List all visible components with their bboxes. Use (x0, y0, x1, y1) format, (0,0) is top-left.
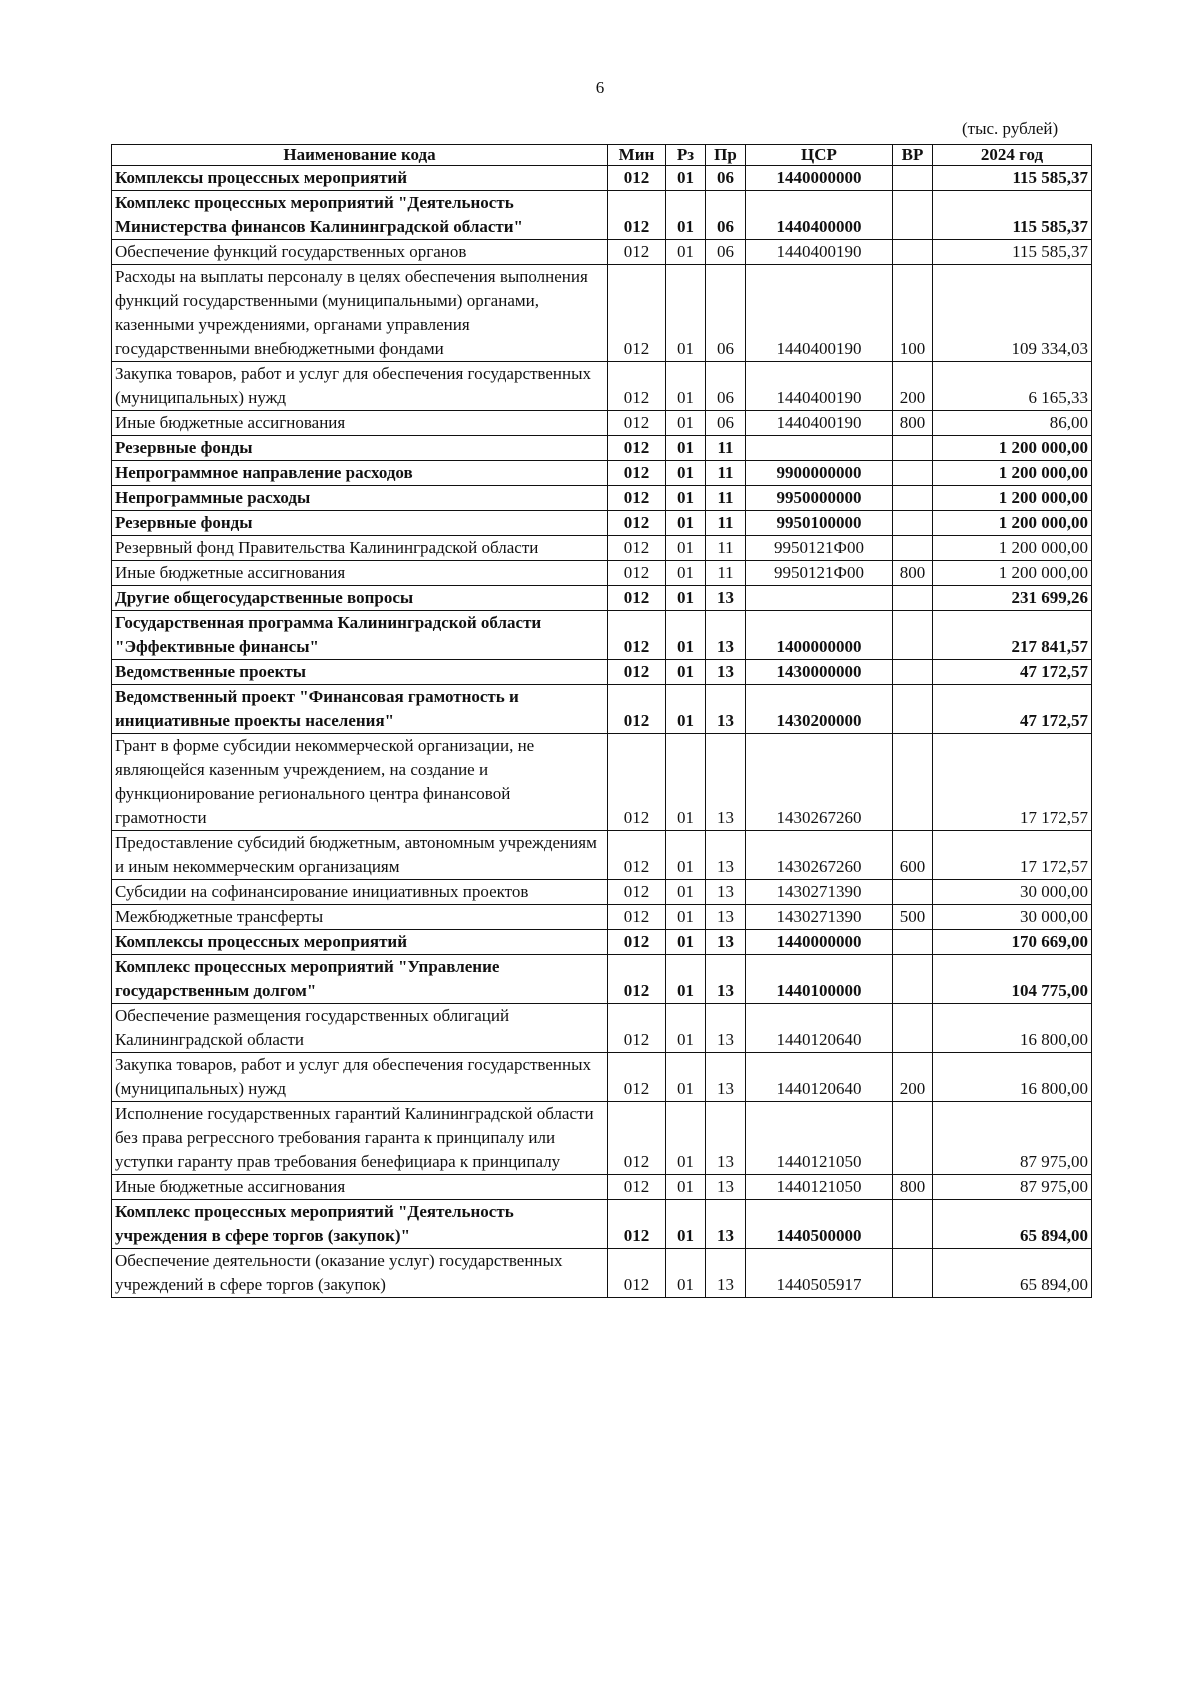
cell-pr: 13 (706, 685, 746, 734)
cell-csr: 1440500000 (746, 1200, 893, 1249)
cell-name: Резервный фонд Правительства Калининградской области (112, 536, 608, 561)
units-label: (тыс. рублей) (962, 119, 1059, 138)
cell-csr: 9900000000 (746, 461, 893, 486)
cell-amount: 47 172,57 (933, 685, 1092, 734)
cell-min: 012 (608, 536, 666, 561)
cell-amount: 1 200 000,00 (933, 511, 1092, 536)
cell-name: Иные бюджетные ассигнования (112, 1175, 608, 1200)
cell-min: 012 (608, 586, 666, 611)
cell-csr: 1430200000 (746, 685, 893, 734)
cell-amount: 6 165,33 (933, 362, 1092, 411)
cell-min: 012 (608, 1200, 666, 1249)
cell-vr (893, 240, 933, 265)
cell-vr (893, 930, 933, 955)
cell-pr: 13 (706, 930, 746, 955)
cell-name: Ведомственные проекты (112, 660, 608, 685)
cell-name: Предоставление субсидий бюджетным, автономным учреждениям и иным некоммерческим организациям (112, 831, 608, 880)
cell-name: Иные бюджетные ассигнования (112, 561, 608, 586)
cell-pr: 06 (706, 191, 746, 240)
cell-min: 012 (608, 685, 666, 734)
cell-amount: 65 894,00 (933, 1200, 1092, 1249)
table-row (112, 1175, 1092, 1200)
cell-amount: 65 894,00 (933, 1249, 1092, 1298)
cell-name: Субсидии на софинансирование инициативных проектов (112, 880, 608, 905)
cell-amount: 109 334,03 (933, 265, 1092, 362)
cell-rz: 01 (666, 561, 706, 586)
cell-rz: 01 (666, 166, 706, 191)
page-number: 6 (595, 78, 605, 97)
cell-pr: 11 (706, 561, 746, 586)
table-row (112, 362, 1092, 411)
cell-amount: 115 585,37 (933, 166, 1092, 191)
cell-name: Непрограммное направление расходов (112, 461, 608, 486)
cell-csr: 1430267260 (746, 734, 893, 831)
table-row (112, 1200, 1092, 1249)
cell-rz: 01 (666, 191, 706, 240)
cell-amount: 16 800,00 (933, 1004, 1092, 1053)
cell-pr: 13 (706, 1053, 746, 1102)
cell-pr: 13 (706, 1175, 746, 1200)
header-pr: Пр (706, 145, 746, 166)
cell-csr: 1440121050 (746, 1102, 893, 1175)
cell-amount: 115 585,37 (933, 240, 1092, 265)
cell-pr: 06 (706, 240, 746, 265)
cell-rz: 01 (666, 930, 706, 955)
cell-name: Межбюджетные трансферты (112, 905, 608, 930)
cell-csr: 9950121Ф00 (746, 536, 893, 561)
cell-min: 012 (608, 1004, 666, 1053)
cell-rz: 01 (666, 685, 706, 734)
cell-name: Иные бюджетные ассигнования (112, 411, 608, 436)
table-row (112, 1249, 1092, 1298)
cell-amount: 1 200 000,00 (933, 561, 1092, 586)
cell-vr: 800 (893, 411, 933, 436)
table-row (112, 905, 1092, 930)
cell-rz: 01 (666, 611, 706, 660)
cell-amount: 87 975,00 (933, 1102, 1092, 1175)
cell-rz: 01 (666, 734, 706, 831)
cell-csr: 1440000000 (746, 930, 893, 955)
header-amount: 2024 год (933, 145, 1092, 166)
cell-pr: 11 (706, 461, 746, 486)
cell-min: 012 (608, 905, 666, 930)
table-row (112, 265, 1092, 362)
cell-vr (893, 734, 933, 831)
cell-amount: 104 775,00 (933, 955, 1092, 1004)
table-row (112, 660, 1092, 685)
cell-csr: 1430000000 (746, 660, 893, 685)
cell-rz: 01 (666, 511, 706, 536)
cell-min: 012 (608, 511, 666, 536)
cell-rz: 01 (666, 461, 706, 486)
cell-min: 012 (608, 1249, 666, 1298)
table-row (112, 831, 1092, 880)
cell-name: Резервные фонды (112, 436, 608, 461)
cell-rz: 01 (666, 1175, 706, 1200)
cell-vr: 800 (893, 561, 933, 586)
cell-pr: 06 (706, 265, 746, 362)
cell-amount: 30 000,00 (933, 905, 1092, 930)
table-row (112, 486, 1092, 511)
cell-rz: 01 (666, 411, 706, 436)
cell-vr (893, 166, 933, 191)
cell-min: 012 (608, 831, 666, 880)
cell-vr: 100 (893, 265, 933, 362)
table-row (112, 1102, 1092, 1175)
cell-min: 012 (608, 362, 666, 411)
cell-min: 012 (608, 611, 666, 660)
cell-min: 012 (608, 436, 666, 461)
cell-vr (893, 1200, 933, 1249)
cell-csr: 1440000000 (746, 166, 893, 191)
cell-vr: 500 (893, 905, 933, 930)
cell-csr (746, 436, 893, 461)
cell-vr (893, 611, 933, 660)
cell-rz: 01 (666, 1053, 706, 1102)
cell-vr (893, 1004, 933, 1053)
table-row (112, 561, 1092, 586)
cell-min: 012 (608, 955, 666, 1004)
cell-amount: 1 200 000,00 (933, 436, 1092, 461)
cell-rz: 01 (666, 905, 706, 930)
cell-csr: 1440400190 (746, 411, 893, 436)
cell-amount: 231 699,26 (933, 586, 1092, 611)
cell-vr (893, 511, 933, 536)
budget-table (111, 144, 1092, 1298)
cell-name: Непрограммные расходы (112, 486, 608, 511)
cell-amount: 87 975,00 (933, 1175, 1092, 1200)
cell-csr: 1440400190 (746, 362, 893, 411)
cell-pr: 13 (706, 955, 746, 1004)
cell-rz: 01 (666, 660, 706, 685)
cell-csr: 1440120640 (746, 1004, 893, 1053)
cell-min: 012 (608, 486, 666, 511)
cell-pr: 11 (706, 486, 746, 511)
cell-amount: 217 841,57 (933, 611, 1092, 660)
cell-name: Исполнение государственных гарантий Калининградской области без права регрессного требования гаранта к принципалу или уступки гаранту прав требования бенефициара к принципалу (112, 1102, 608, 1175)
cell-name: Обеспечение функций государственных органов (112, 240, 608, 265)
cell-pr: 11 (706, 511, 746, 536)
cell-amount: 1 200 000,00 (933, 486, 1092, 511)
cell-min: 012 (608, 1053, 666, 1102)
table-row (112, 611, 1092, 660)
cell-pr: 13 (706, 831, 746, 880)
cell-rz: 01 (666, 831, 706, 880)
cell-pr: 13 (706, 660, 746, 685)
cell-csr: 1430267260 (746, 831, 893, 880)
cell-min: 012 (608, 930, 666, 955)
cell-rz: 01 (666, 586, 706, 611)
cell-name: Другие общегосударственные вопросы (112, 586, 608, 611)
cell-vr: 200 (893, 362, 933, 411)
cell-min: 012 (608, 1102, 666, 1175)
cell-rz: 01 (666, 436, 706, 461)
cell-amount: 30 000,00 (933, 880, 1092, 905)
cell-name: Обеспечение деятельности (оказание услуг) государственных учреждений в сфере торгов (закупок) (112, 1249, 608, 1298)
cell-vr (893, 955, 933, 1004)
cell-pr: 11 (706, 436, 746, 461)
cell-amount: 1 200 000,00 (933, 461, 1092, 486)
table-row (112, 536, 1092, 561)
cell-rz: 01 (666, 880, 706, 905)
cell-name: Обеспечение размещения государственных облигаций Калининградской области (112, 1004, 608, 1053)
cell-amount: 47 172,57 (933, 660, 1092, 685)
cell-amount: 115 585,37 (933, 191, 1092, 240)
cell-amount: 170 669,00 (933, 930, 1092, 955)
cell-vr (893, 461, 933, 486)
cell-name: Комплекс процессных мероприятий "Деятельность Министерства финансов Калининградской области" (112, 191, 608, 240)
table-row (112, 1004, 1092, 1053)
cell-rz: 01 (666, 1249, 706, 1298)
cell-name: Расходы на выплаты персоналу в целях обеспечения выполнения функций государственными (муниципальными) органами, казенными учреждениями, органами управления государственными внебюджетными фондами (112, 265, 608, 362)
cell-vr (893, 191, 933, 240)
cell-min: 012 (608, 660, 666, 685)
cell-vr (893, 1249, 933, 1298)
table-row (112, 436, 1092, 461)
cell-amount: 86,00 (933, 411, 1092, 436)
cell-min: 012 (608, 734, 666, 831)
table-row (112, 240, 1092, 265)
cell-vr (893, 586, 933, 611)
cell-pr: 13 (706, 734, 746, 831)
cell-pr: 06 (706, 411, 746, 436)
cell-csr (746, 586, 893, 611)
cell-csr: 1440120640 (746, 1053, 893, 1102)
cell-csr: 9950121Ф00 (746, 561, 893, 586)
cell-name: Ведомственный проект "Финансовая грамотность и инициативные проекты населения" (112, 685, 608, 734)
cell-vr: 600 (893, 831, 933, 880)
cell-amount: 17 172,57 (933, 734, 1092, 831)
table-row (112, 930, 1092, 955)
table-row (112, 166, 1092, 191)
cell-min: 012 (608, 561, 666, 586)
cell-pr: 13 (706, 1200, 746, 1249)
header-vr: ВР (893, 145, 933, 166)
table-row (112, 880, 1092, 905)
cell-pr: 06 (706, 166, 746, 191)
cell-vr (893, 660, 933, 685)
table-row (112, 734, 1092, 831)
cell-vr (893, 1102, 933, 1175)
cell-csr: 1440505917 (746, 1249, 893, 1298)
header-rz: Рз (666, 145, 706, 166)
cell-amount: 16 800,00 (933, 1053, 1092, 1102)
cell-pr: 11 (706, 536, 746, 561)
cell-min: 012 (608, 191, 666, 240)
cell-min: 012 (608, 1175, 666, 1200)
cell-vr: 200 (893, 1053, 933, 1102)
cell-csr: 1440400190 (746, 240, 893, 265)
cell-name: Резервные фонды (112, 511, 608, 536)
cell-rz: 01 (666, 536, 706, 561)
cell-vr (893, 880, 933, 905)
cell-rz: 01 (666, 955, 706, 1004)
cell-pr: 13 (706, 905, 746, 930)
table-row (112, 511, 1092, 536)
table-row (112, 461, 1092, 486)
cell-rz: 01 (666, 1102, 706, 1175)
cell-pr: 13 (706, 1102, 746, 1175)
cell-csr: 1440400000 (746, 191, 893, 240)
cell-csr: 1440400190 (746, 265, 893, 362)
cell-name: Государственная программа Калининградской области "Эффективные финансы" (112, 611, 608, 660)
cell-name: Закупка товаров, работ и услуг для обеспечения государственных (муниципальных) нужд (112, 1053, 608, 1102)
cell-rz: 01 (666, 240, 706, 265)
cell-min: 012 (608, 166, 666, 191)
cell-min: 012 (608, 411, 666, 436)
cell-pr: 13 (706, 611, 746, 660)
cell-csr: 1440100000 (746, 955, 893, 1004)
cell-min: 012 (608, 461, 666, 486)
cell-vr (893, 685, 933, 734)
cell-rz: 01 (666, 1200, 706, 1249)
cell-vr (893, 536, 933, 561)
header-csr: ЦСР (746, 145, 893, 166)
cell-name: Комплексы процессных мероприятий (112, 166, 608, 191)
cell-name: Закупка товаров, работ и услуг для обеспечения государственных (муниципальных) нужд (112, 362, 608, 411)
cell-min: 012 (608, 240, 666, 265)
table-header-row (112, 145, 1092, 166)
cell-rz: 01 (666, 486, 706, 511)
cell-vr: 800 (893, 1175, 933, 1200)
cell-rz: 01 (666, 1004, 706, 1053)
cell-rz: 01 (666, 265, 706, 362)
cell-min: 012 (608, 265, 666, 362)
cell-pr: 13 (706, 586, 746, 611)
table-row (112, 411, 1092, 436)
cell-min: 012 (608, 880, 666, 905)
cell-csr: 1440121050 (746, 1175, 893, 1200)
cell-name: Комплексы процессных мероприятий (112, 930, 608, 955)
table-row (112, 191, 1092, 240)
cell-csr: 9950100000 (746, 511, 893, 536)
cell-vr (893, 436, 933, 461)
cell-pr: 13 (706, 1004, 746, 1053)
cell-pr: 06 (706, 362, 746, 411)
cell-csr: 1430271390 (746, 905, 893, 930)
cell-name: Комплекс процессных мероприятий "Управление государственным долгом" (112, 955, 608, 1004)
cell-vr (893, 486, 933, 511)
header-name: Наименование кода (112, 145, 608, 166)
table-body (112, 166, 1092, 1298)
cell-csr: 1430271390 (746, 880, 893, 905)
cell-amount: 1 200 000,00 (933, 536, 1092, 561)
table-row (112, 586, 1092, 611)
table-row (112, 1053, 1092, 1102)
cell-name: Комплекс процессных мероприятий "Деятельность учреждения в сфере торгов (закупок)" (112, 1200, 608, 1249)
cell-rz: 01 (666, 362, 706, 411)
cell-amount: 17 172,57 (933, 831, 1092, 880)
cell-csr: 1400000000 (746, 611, 893, 660)
table-row (112, 955, 1092, 1004)
cell-name: Грант в форме субсидии некоммерческой организации, не являющейся казенным учреждением, на создание и функционирование регионального центра финансовой грамотности (112, 734, 608, 831)
cell-pr: 13 (706, 880, 746, 905)
cell-pr: 13 (706, 1249, 746, 1298)
header-min: Мин (608, 145, 666, 166)
cell-csr: 9950000000 (746, 486, 893, 511)
table-row (112, 685, 1092, 734)
